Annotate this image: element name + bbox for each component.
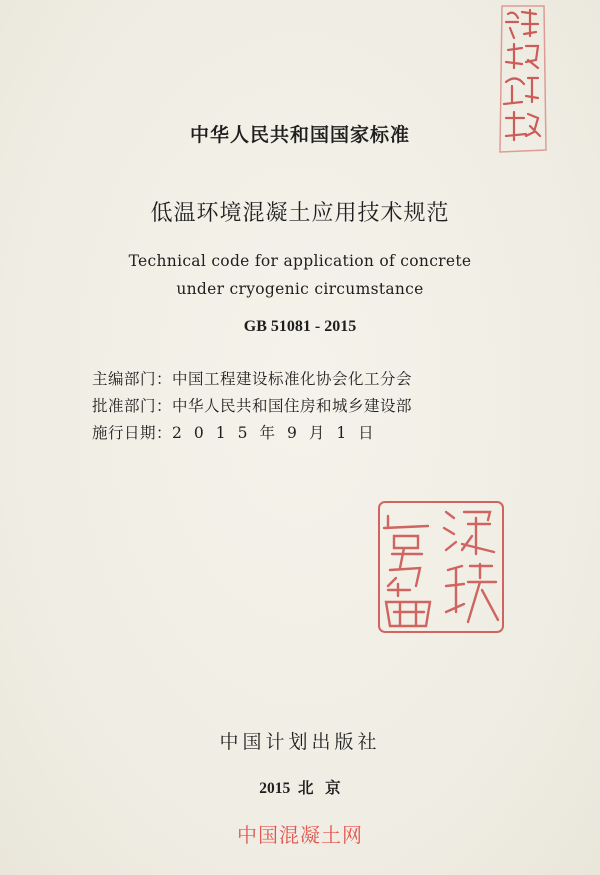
document-title-cn: 低温环境混凝土应用技术规范 xyxy=(150,201,450,226)
title-en-line1: Technical code for application of concrete xyxy=(128,252,472,270)
date-row xyxy=(92,420,412,447)
middle-right-seal xyxy=(376,498,508,638)
standard-code: GB 51081 - 2015 xyxy=(243,318,357,335)
approver-row xyxy=(92,393,412,420)
editor-value: 中国工程建设标准化协会化工分会 xyxy=(172,370,413,388)
title-en-line2: under cryogenic circumstance xyxy=(176,280,424,298)
editor-label: 主编部门： xyxy=(92,370,173,388)
approver-label: 批准部门： xyxy=(92,397,173,415)
date-value: 2015年9月1日 xyxy=(172,424,386,442)
imprint-year-city: 2015 北 京 xyxy=(259,780,341,797)
series-title: 中华人民共和国国家标准 xyxy=(189,124,410,146)
seal-middle-svg xyxy=(376,498,508,638)
date-label: 施行日期： xyxy=(92,424,173,442)
watermark-text: 中国混凝土网 xyxy=(237,823,363,847)
publisher: 中国计划出版社 xyxy=(219,731,381,753)
meta-block xyxy=(92,366,412,447)
editor-row xyxy=(92,366,412,393)
approver-value: 中华人民共和国住房和城乡建设部 xyxy=(172,397,413,415)
document-title-en xyxy=(0,247,600,303)
